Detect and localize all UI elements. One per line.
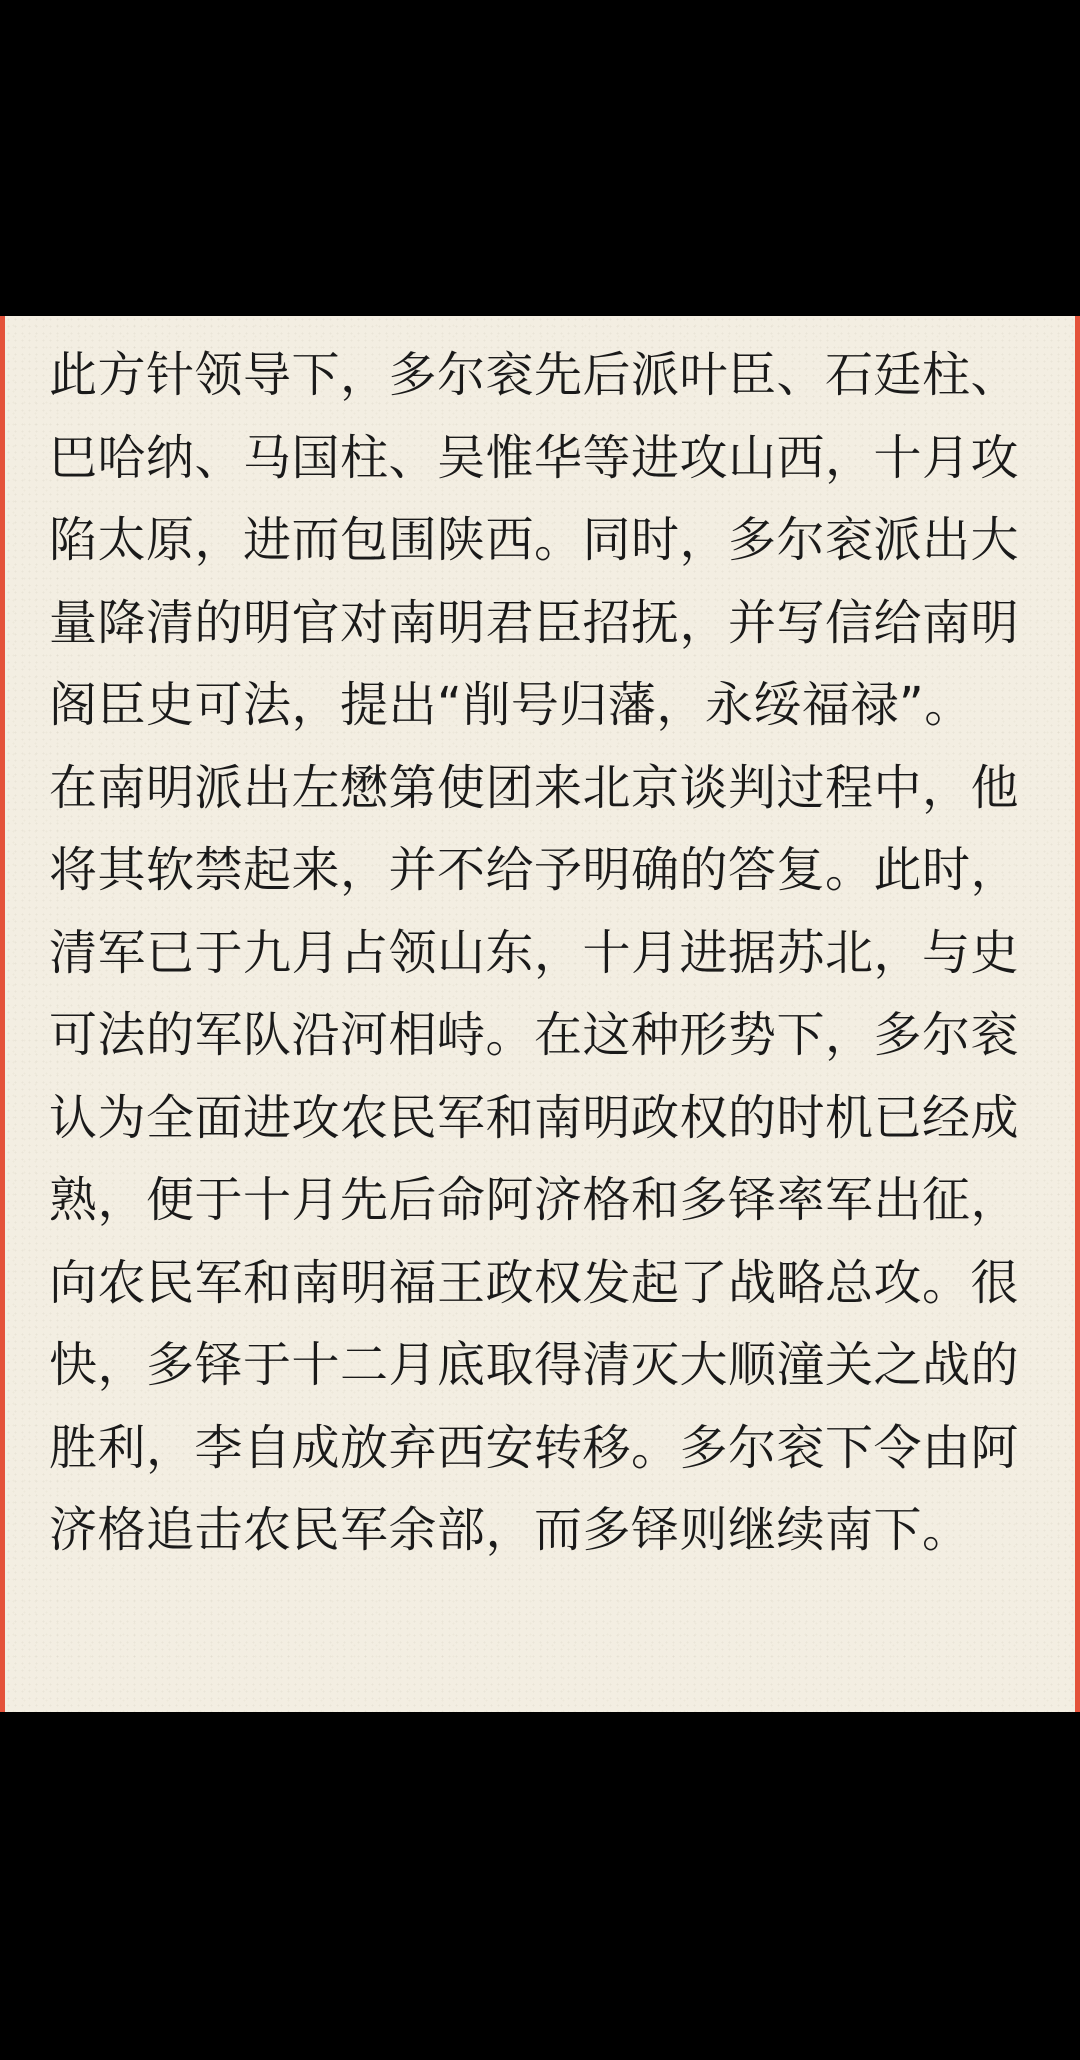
text-line: 此方针领导下，多尔衮先后派叶臣、石廷柱、 — [49, 347, 1020, 403]
text-line: 熟，便于十月先后命阿济格和多铎率军出征， — [49, 1172, 1020, 1228]
text-line: 济格追击农民军余部，而多铎则继续南下。 — [49, 1502, 971, 1558]
page-frame — [0, 316, 1080, 1712]
book-page[interactable] — [5, 316, 1075, 1712]
text-line: 巴哈纳、马国柱、吴惟华等进攻山西，十月攻 — [49, 429, 1020, 486]
text-line: 阁臣史可法，提出“削号归藩，永绥福禄”。 — [49, 677, 973, 733]
text-body — [49, 334, 1049, 1572]
text-line: 在南明派出左懋第使团来北京谈判过程中，他 — [49, 759, 1020, 816]
top-letterbox — [0, 0, 1080, 316]
text-line: 可法的军队沿河相峙。在这种形势下，多尔衮 — [49, 1007, 1020, 1063]
text-line: 将其软禁起来，并不给予明确的答复。此时， — [49, 842, 1020, 898]
text-line: 量降清的明官对南明君臣招抚，并写信给南明 — [49, 594, 1020, 651]
text-line: 清军已于九月占领山东，十月进据苏北，与史 — [49, 924, 1020, 981]
text-line: 向农民军和南明福王政权发起了战略总攻。很 — [49, 1254, 1020, 1311]
text-line: 认为全面进攻农民军和南明政权的时机已经成 — [49, 1089, 1020, 1146]
text-line: 陷太原，进而包围陕西。同时，多尔衮派出大 — [49, 512, 1020, 568]
text-line: 快，多铎于十二月底取得清灭大顺潼关之战的 — [49, 1337, 1020, 1393]
bottom-letterbox — [0, 1712, 1080, 2060]
text-line: 胜利，李自成放弃西安转移。多尔衮下令由阿 — [49, 1419, 1020, 1476]
